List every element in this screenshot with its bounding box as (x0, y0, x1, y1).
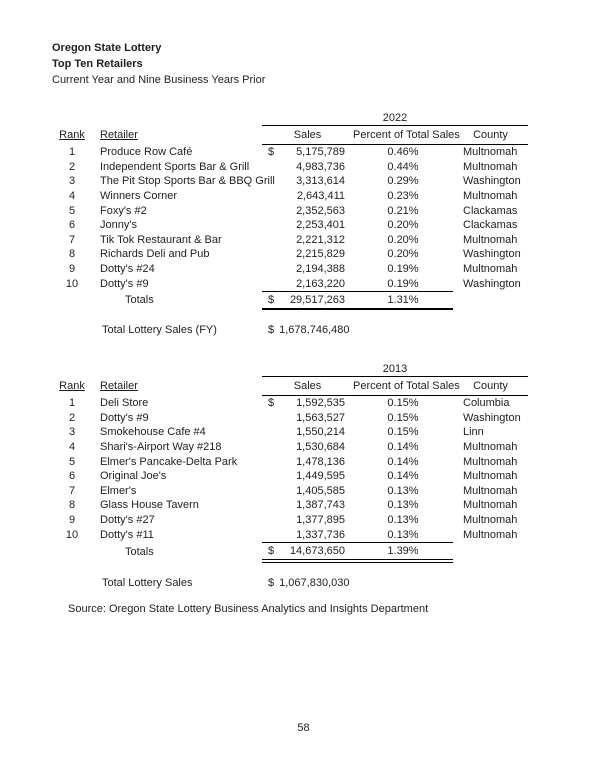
retailer-cell: Elmer's Pancake-Delta Park (100, 455, 238, 468)
table-row (52, 276, 528, 291)
county-header: County (453, 126, 528, 145)
percent-cell: 0.44% (387, 160, 419, 173)
table-row (52, 440, 528, 455)
currency-symbol: $ (268, 146, 275, 159)
county-cell: Multnomah (463, 528, 518, 541)
retailer-cell: Tik Tok Restaurant & Bar (100, 233, 222, 246)
year-row (52, 110, 528, 126)
sales-header: Sales (262, 126, 353, 145)
rank-cell: 2 (68, 411, 76, 424)
percent-cell: 0.23% (387, 190, 419, 203)
currency-symbol: $ (268, 324, 275, 336)
totals-row (52, 291, 528, 309)
year-header: 2022 (262, 110, 528, 126)
table-row (52, 247, 528, 262)
table-row (52, 513, 528, 528)
percent-cell: 0.14% (387, 470, 419, 483)
percent-cell: 0.20% (387, 248, 419, 261)
county-cell: Multnomah (463, 233, 518, 246)
table-row (52, 454, 528, 469)
percent-cell: 0.20% (387, 219, 419, 232)
percent-cell: 0.15% (387, 426, 419, 439)
year-header: 2013 (262, 361, 528, 377)
percent-cell: 0.19% (353, 276, 453, 291)
retailer-cell: Jonny's (100, 219, 137, 232)
retailer-cell: Produce Row Café (100, 146, 193, 159)
totals-percent: 1.31% (353, 291, 453, 309)
retailer-cell: Dotty's #27 (100, 514, 155, 527)
sales-cell: 2,215,829 (296, 248, 345, 261)
sales-cell: $ 1,592,535 (268, 397, 345, 410)
totals-percent: 1.39% (353, 542, 453, 561)
rank-cell: 2 (68, 160, 76, 173)
table-row (52, 411, 528, 426)
retailer-cell: Original Joe's (100, 470, 167, 483)
retailer-cell: Richards Deli and Pub (100, 248, 210, 261)
percent-cell: 0.14% (387, 455, 419, 468)
retailer-cell: Independent Sports Bar & Grill (100, 160, 250, 173)
county-cell: Clackamas (463, 219, 518, 232)
sales-cell: 2,194,388 (296, 263, 345, 276)
county-cell: Washington (463, 277, 521, 290)
table-row (52, 160, 528, 175)
rank-cell: 4 (68, 190, 76, 203)
percent-cell: 0.13% (353, 527, 453, 542)
sales-cell: 2,163,220 (262, 276, 353, 291)
county-cell: Multnomah (463, 190, 518, 203)
rank-header: Rank (59, 380, 85, 392)
table-row (52, 498, 528, 513)
sales-cell: 1,377,895 (296, 514, 345, 527)
table-2022 (52, 110, 528, 310)
report-tagline: Current Year and Nine Business Years Prior (52, 74, 266, 86)
retailer-cell: Winners Corner (100, 190, 178, 203)
percent-cell: 0.21% (387, 204, 419, 217)
total-lottery-sales-label: Total Lottery Sales (102, 577, 193, 589)
table-2013 (52, 361, 528, 563)
rank-cell: 1 (68, 146, 76, 159)
retailer-cell: The Pit Stop Sports Bar & BBQ Grill (100, 175, 275, 188)
percent-cell: 0.15% (387, 411, 419, 424)
county-cell: Multnomah (463, 455, 518, 468)
county-cell: Washington (463, 248, 521, 261)
year-row (52, 361, 528, 377)
retailer-cell: Deli Store (100, 397, 149, 410)
rank-cell: 8 (68, 248, 76, 261)
sales-cell: 2,352,563 (296, 204, 345, 217)
rank-cell: 7 (68, 233, 76, 246)
retailer-cell: Dotty's #11 (100, 528, 154, 541)
table-row (52, 189, 528, 204)
county-cell: Multnomah (463, 484, 518, 497)
rank-cell: 5 (68, 455, 76, 468)
totals-label: Totals (125, 545, 154, 558)
percent-cell: 0.13% (387, 514, 419, 527)
table-row (52, 484, 528, 499)
percent-cell: 0.13% (387, 484, 419, 497)
total-lottery-sales-value: 1,067,830,030 (279, 577, 350, 589)
sales-cell: 1,449,595 (296, 470, 345, 483)
report-subtitle: Top Ten Retailers (52, 58, 143, 70)
rank-cell: 10 (65, 277, 79, 290)
retailer-cell: Dotty's #24 (100, 263, 155, 276)
currency-symbol: $ (268, 577, 275, 589)
rank-cell: 8 (68, 499, 76, 512)
county-cell: Linn (463, 426, 484, 439)
retailer-cell: Smokehouse Cafe #4 (100, 426, 206, 439)
retailer-header: Retailer (100, 129, 138, 141)
rank-cell: 3 (68, 426, 76, 439)
report-title: Oregon State Lottery (52, 42, 162, 54)
sales-cell: 2,221,312 (296, 233, 345, 246)
percent-header: Percent of Total Sales (353, 377, 453, 396)
county-cell: Multnomah (463, 499, 518, 512)
sales-cell: 1,550,214 (296, 426, 345, 439)
rank-header: Rank (59, 129, 85, 141)
rank-cell: 1 (68, 397, 76, 410)
county-cell: Multnomah (463, 160, 518, 173)
currency-symbol: $ (268, 544, 275, 557)
retailer-cell: Foxy's #2 (100, 204, 147, 217)
percent-cell: 0.46% (387, 146, 419, 159)
retailer-cell: Glass House Tavern (100, 499, 199, 512)
county-cell: Washington (463, 411, 521, 424)
rank-cell: 3 (68, 175, 76, 188)
table-row (52, 425, 528, 440)
totals-row (52, 542, 528, 561)
county-cell: Washington (463, 175, 521, 188)
table-row (52, 262, 528, 277)
table-row (52, 218, 528, 233)
rank-cell: 9 (68, 263, 76, 276)
rank-cell: 6 (68, 470, 76, 483)
sales-cell: 1,563,527 (296, 411, 345, 424)
sales-cell: 1,530,684 (296, 441, 345, 454)
rank-cell: 9 (68, 514, 76, 527)
totals-sales: $ 29,517,263 (262, 291, 353, 309)
percent-cell: 0.15% (387, 397, 419, 410)
county-cell: Multnomah (463, 146, 518, 159)
page-number: 58 (297, 722, 310, 734)
totals-label: Totals (125, 294, 154, 307)
table-row (52, 145, 528, 160)
percent-cell: 0.20% (387, 233, 419, 246)
table-row (52, 396, 528, 411)
sales-cell: 1,405,585 (296, 484, 345, 497)
total-lottery-sales-2013 (102, 576, 349, 590)
rank-cell: 4 (68, 441, 76, 454)
percent-cell: 0.14% (387, 441, 419, 454)
table-row (52, 174, 528, 189)
rank-cell: 5 (68, 204, 76, 217)
county-cell: Columbia (463, 397, 510, 410)
sales-cell: 1,478,136 (296, 455, 345, 468)
sales-cell: 1,387,743 (296, 499, 345, 512)
rank-cell: 6 (68, 219, 76, 232)
county-cell: Multnomah (463, 263, 518, 276)
county-cell: Multnomah (463, 441, 518, 454)
column-header-row (52, 126, 528, 145)
sales-cell: 4,983,736 (296, 160, 345, 173)
table-row (52, 469, 528, 484)
currency-symbol: $ (268, 293, 275, 306)
retailer-cell: Shari's-Airport Way #218 (100, 441, 222, 454)
retailer-header: Retailer (100, 380, 138, 392)
currency-symbol: $ (268, 397, 275, 410)
sales-cell: 2,253,401 (296, 219, 345, 232)
rank-cell: 10 (65, 528, 79, 541)
totals-sales: $ 14,673,650 (262, 542, 353, 561)
sales-cell: 2,643,411 (296, 190, 345, 203)
sales-cell: 1,337,736 (262, 527, 353, 542)
retailer-cell: Dotty's #9 (100, 411, 149, 424)
rank-cell: 7 (68, 484, 76, 497)
sales-header: Sales (262, 377, 353, 396)
report-header (52, 40, 265, 88)
source-note: Source: Oregon State Lottery Business Analytics and Insights Department (68, 603, 429, 615)
county-cell: Clackamas (463, 204, 518, 217)
total-lottery-sales-label: Total Lottery Sales (FY) (102, 324, 217, 336)
retailer-cell: Dotty's #9 (100, 277, 149, 290)
percent-header: Percent of Total Sales (353, 126, 453, 145)
table-row (52, 203, 528, 218)
total-lottery-sales-2022 (102, 323, 349, 337)
percent-cell: 0.29% (387, 175, 419, 188)
sales-cell: 3,313,614 (296, 175, 345, 188)
total-lottery-sales-value: 1,678,746,480 (279, 324, 350, 336)
county-header: County (453, 377, 528, 396)
percent-cell: 0.19% (387, 263, 419, 276)
table-row (52, 527, 528, 542)
county-cell: Multnomah (463, 470, 518, 483)
percent-cell: 0.13% (387, 499, 419, 512)
county-cell: Multnomah (463, 514, 518, 527)
column-header-row (52, 377, 528, 396)
retailer-cell: Elmer's (100, 484, 137, 497)
sales-cell: $ 5,175,789 (268, 146, 345, 159)
table-row (52, 233, 528, 248)
